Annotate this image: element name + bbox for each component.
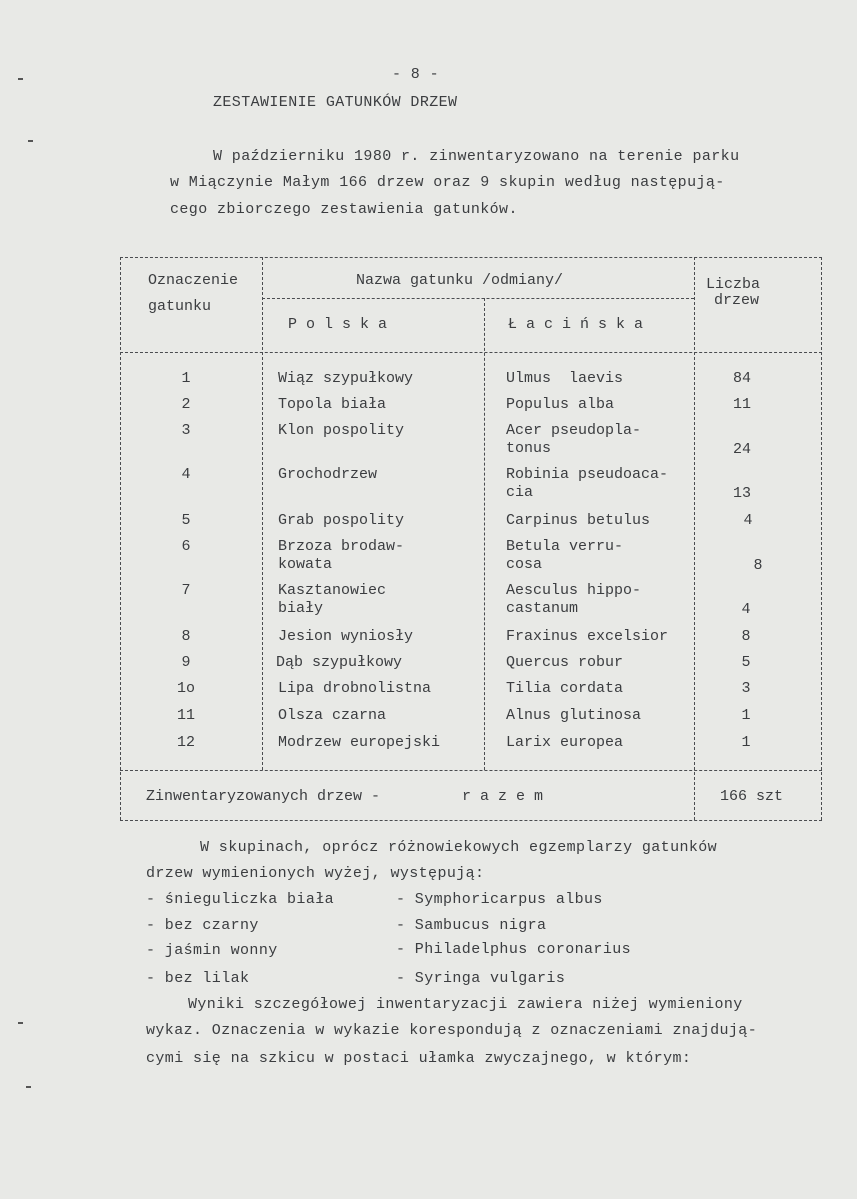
table-subheader-line [262, 298, 694, 299]
header-polska: P o l s k a [288, 316, 388, 333]
closing-line-2: wykaz. Oznaczenia w wykazie korespondują z oznaczeniami znajdują- [146, 1022, 758, 1039]
row-11-id: 11 [176, 707, 195, 724]
row-3-id: 3 [181, 422, 191, 439]
row-12-pl: Modrzew europejski [278, 734, 441, 751]
header-lacinska: Ł a c i ń s k a [508, 316, 644, 333]
row-6-count: 8 [753, 557, 763, 574]
row-7-pl-2: biały [278, 600, 324, 617]
row-11-la: Alnus glutinosa [506, 707, 642, 724]
page-number: - 8 - [392, 66, 440, 83]
shrub-1-pl: - śnieguliczka biała [146, 891, 335, 908]
row-9-count: 5 [741, 654, 751, 671]
page-heading: ZESTAWIENIE GATUNKÓW DRZEW [213, 94, 458, 111]
row-1-id: 1 [181, 370, 191, 387]
header-liczba: Liczba [706, 276, 761, 293]
header-nazwa-gatunku: Nazwa gatunku /odmiany/ [356, 272, 564, 289]
row-2-la: Populus alba [506, 396, 615, 413]
row-2-pl: Topola biała [278, 396, 387, 413]
row-7-id: 7 [181, 582, 191, 599]
row-6-id: 6 [181, 538, 191, 555]
row-9-la: Quercus robur [506, 654, 624, 671]
table-header-line [120, 352, 822, 353]
table-border-left [120, 257, 121, 820]
row-1-count: 84 [732, 370, 751, 387]
row-1-la: Ulmus laevis [506, 370, 624, 387]
skupiny-line-1: W skupinach, oprócz różnowiekowych egzemplarzy gatunków [200, 839, 718, 856]
row-4-pl: Grochodrzew [278, 466, 378, 483]
row-3-la-2: tonus [506, 440, 552, 457]
row-6-la-1: Betula verru- [506, 538, 624, 555]
table-col-line-1 [262, 257, 263, 770]
closing-line-1: Wyniki szczegółowej inwentaryzacji zawiera niżej wymieniony [188, 996, 743, 1013]
total-razem: r a z e m [462, 788, 544, 805]
row-9-pl: Dąb szypułkowy [276, 654, 403, 671]
row-4-la-2: cia [506, 484, 534, 501]
row-8-id: 8 [181, 628, 191, 645]
row-5-pl: Grab pospolity [278, 512, 405, 529]
row-12-count: 1 [741, 734, 751, 751]
row-2-count: 11 [732, 396, 751, 413]
row-4-la-1: Robinia pseudoaca- [506, 466, 669, 483]
shrub-3-la: - Philadelphus coronarius [396, 941, 632, 958]
row-9-id: 9 [181, 654, 191, 671]
header-gatunku: gatunku [148, 298, 212, 315]
row-8-count: 8 [741, 628, 751, 645]
row-1-pl: Wiąz szypułkowy [278, 370, 414, 387]
total-value: 166 szt [720, 788, 784, 805]
table-border-right [821, 257, 822, 820]
row-11-count: 1 [741, 707, 751, 724]
row-3-la-1: Acer pseudopla- [506, 422, 642, 439]
total-label: Zinwentaryzowanych drzew - [146, 788, 381, 805]
row-8-la: Fraxinus excelsior [506, 628, 669, 645]
shrub-3-pl: - jaśmin wonny [146, 942, 278, 959]
row-5-id: 5 [181, 512, 191, 529]
row-12-la: Larix europea [506, 734, 624, 751]
intro-line-2: w Miączynie Małym 166 drzew oraz 9 skupin według następują- [170, 174, 725, 191]
header-drzew: drzew [714, 292, 760, 309]
row-12-id: 12 [176, 734, 195, 751]
table-col-line-3 [694, 257, 695, 820]
shrub-2-la: - Sambucus nigra [396, 917, 547, 934]
header-oznaczenie: Oznaczenie [148, 272, 239, 289]
table-border-top [120, 257, 822, 258]
row-10-id: 1o [176, 680, 195, 697]
row-7-count: 4 [741, 601, 751, 618]
shrub-1-la: - Symphoricarpus albus [396, 891, 603, 908]
row-4-id: 4 [181, 466, 191, 483]
table-body-bottom-line [120, 770, 822, 771]
row-10-count: 3 [741, 680, 751, 697]
row-6-pl-1: Brzoza brodaw- [278, 538, 405, 555]
row-11-pl: Olsza czarna [278, 707, 387, 724]
closing-line-3: cymi się na szkicu w postaci ułamka zwyczajnego, w którym: [146, 1050, 692, 1067]
row-6-pl-2: kowata [278, 556, 333, 573]
row-5-la: Carpinus betulus [506, 512, 651, 529]
row-8-pl: Jesion wyniosły [278, 628, 414, 645]
shrub-2-pl: - bez czarny [146, 917, 259, 934]
row-3-pl: Klon pospolity [278, 422, 405, 439]
intro-line-1: W październiku 1980 r. zinwentaryzowano na terenie parku [213, 148, 740, 165]
shrub-4-pl: - bez lilak [146, 970, 250, 987]
margin-mark [18, 78, 23, 80]
table-border-bottom [120, 820, 822, 821]
margin-mark [26, 1086, 31, 1088]
intro-line-3: cego zbiorczego zestawienia gatunków. [170, 201, 518, 218]
margin-mark [18, 1022, 23, 1024]
row-6-la-2: cosa [506, 556, 543, 573]
row-5-count: 4 [743, 512, 753, 529]
row-3-count: 24 [732, 441, 751, 458]
shrub-4-la: - Syringa vulgaris [396, 970, 566, 987]
row-4-count: 13 [732, 485, 751, 502]
row-2-id: 2 [181, 396, 191, 413]
table-col-line-2 [484, 298, 485, 770]
row-7-la-2: castanum [506, 600, 579, 617]
row-10-la: Tilia cordata [506, 680, 624, 697]
row-10-pl: Lipa drobnolistna [278, 680, 432, 697]
margin-mark [28, 140, 33, 142]
row-7-pl-1: Kasztanowiec [278, 582, 387, 599]
row-7-la-1: Aesculus hippo- [506, 582, 642, 599]
skupiny-line-2: drzew wymienionych wyżej, występują: [146, 865, 485, 882]
